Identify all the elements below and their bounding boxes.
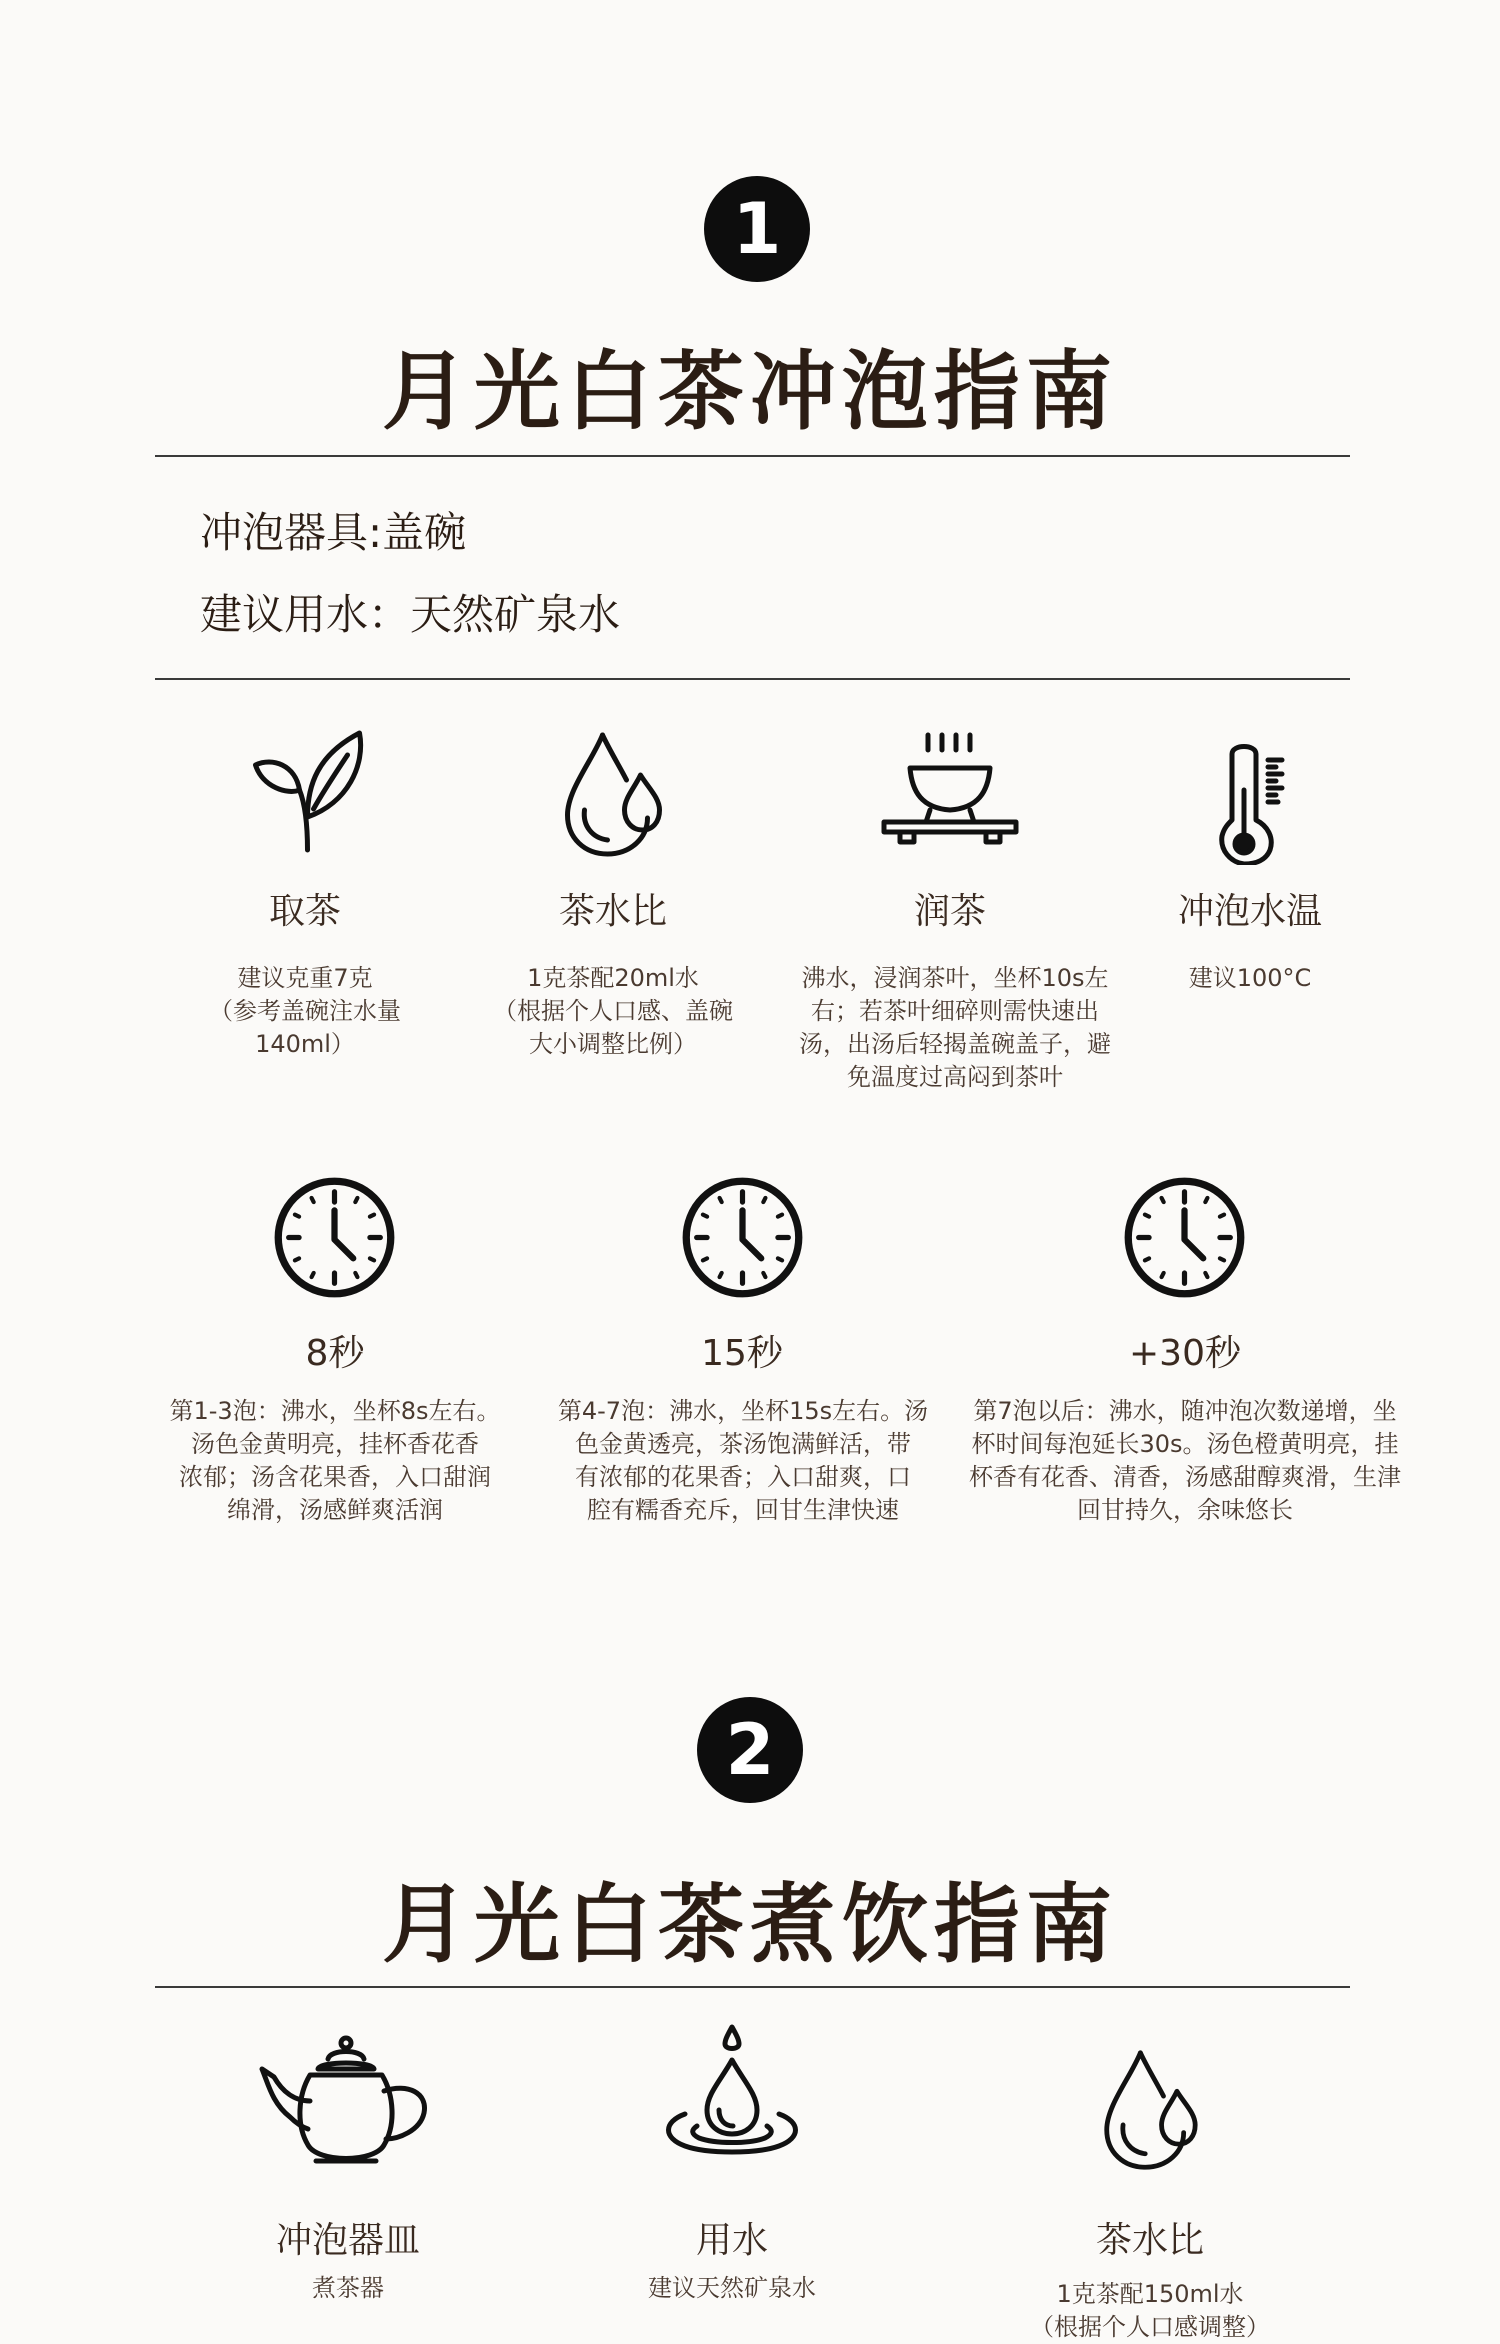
recommended-water-text: 建议用水：天然矿泉水	[200, 590, 621, 639]
step-description: 建议100°C	[1188, 964, 1312, 992]
tea-leaf-icon	[245, 725, 370, 855]
step-label: 取茶	[268, 891, 341, 932]
water-splash-icon	[655, 2022, 810, 2167]
section-number-badge: 1	[704, 176, 810, 282]
divider	[155, 1986, 1350, 1988]
clock-icon	[1122, 1175, 1247, 1300]
clock-icon	[272, 1175, 397, 1300]
step-label: 冲泡水温	[1177, 891, 1322, 932]
brew-time-label: +30秒	[1129, 1333, 1241, 1374]
brew-description: 第1-3泡：沸水，坐杯8s左右。 汤色金黄明亮，挂杯香花香 浓郁；汤含花果香，入口甜润 绵滑，汤感鲜爽活润	[169, 1397, 501, 1524]
item-label: 茶水比	[1095, 2220, 1204, 2261]
steaming-cup-icon	[880, 730, 1020, 850]
item-label: 用水	[695, 2220, 768, 2261]
item-description: 煮茶器	[312, 2274, 384, 2302]
step-description: 沸水，浸润茶叶，坐杯10s左 右；若茶叶细碎则需快速出 汤，出汤后轻揭盖碗盖子，避 免温度过高闷到茶叶	[799, 964, 1111, 1091]
item-label: 冲泡器皿	[275, 2220, 420, 2261]
brewing-tool-text: 冲泡器具:盖碗	[200, 508, 467, 557]
item-description: 建议天然矿泉水	[648, 2274, 816, 2302]
water-drop-icon	[560, 730, 665, 860]
item-description: 1克茶配150ml水 （根据个人口感调整）	[1030, 2280, 1270, 2341]
thermometer-icon	[1210, 740, 1300, 865]
section-title: 月光白茶冲泡指南	[382, 342, 1118, 442]
divider	[155, 678, 1350, 680]
brew-description: 第4-7泡：沸水，坐杯15s左右。汤 色金黄透亮，茶汤饱满鲜活，带 有浓郁的花果香；入口甜爽，口 腔有糯香充斥，回甘生津快速	[557, 1397, 929, 1524]
water-drop-icon	[1100, 2048, 1200, 2173]
step-label: 茶水比	[558, 891, 667, 932]
step-label: 润茶	[913, 891, 986, 932]
step-description: 建议克重7克 （参考盖碗注水量 140ml）	[209, 964, 401, 1058]
brew-time-label: 15秒	[701, 1333, 783, 1374]
teapot-icon	[258, 2035, 433, 2170]
brew-description: 第7泡以后：沸水，随冲泡次数递增，坐 杯时间每泡延长30s。汤色橙黄明亮，挂 杯香有花香、清香，汤感甜醇爽滑，生津 回甘持久，余味悠长	[969, 1397, 1401, 1524]
clock-icon	[680, 1175, 805, 1300]
brew-time-label: 8秒	[305, 1333, 365, 1374]
section-number-badge: 2	[697, 1697, 803, 1803]
divider	[155, 455, 1350, 457]
section-title: 月光白茶煮饮指南	[382, 1875, 1118, 1975]
step-description: 1克茶配20ml水 （根据个人口感、盖碗 大小调整比例）	[493, 964, 733, 1058]
